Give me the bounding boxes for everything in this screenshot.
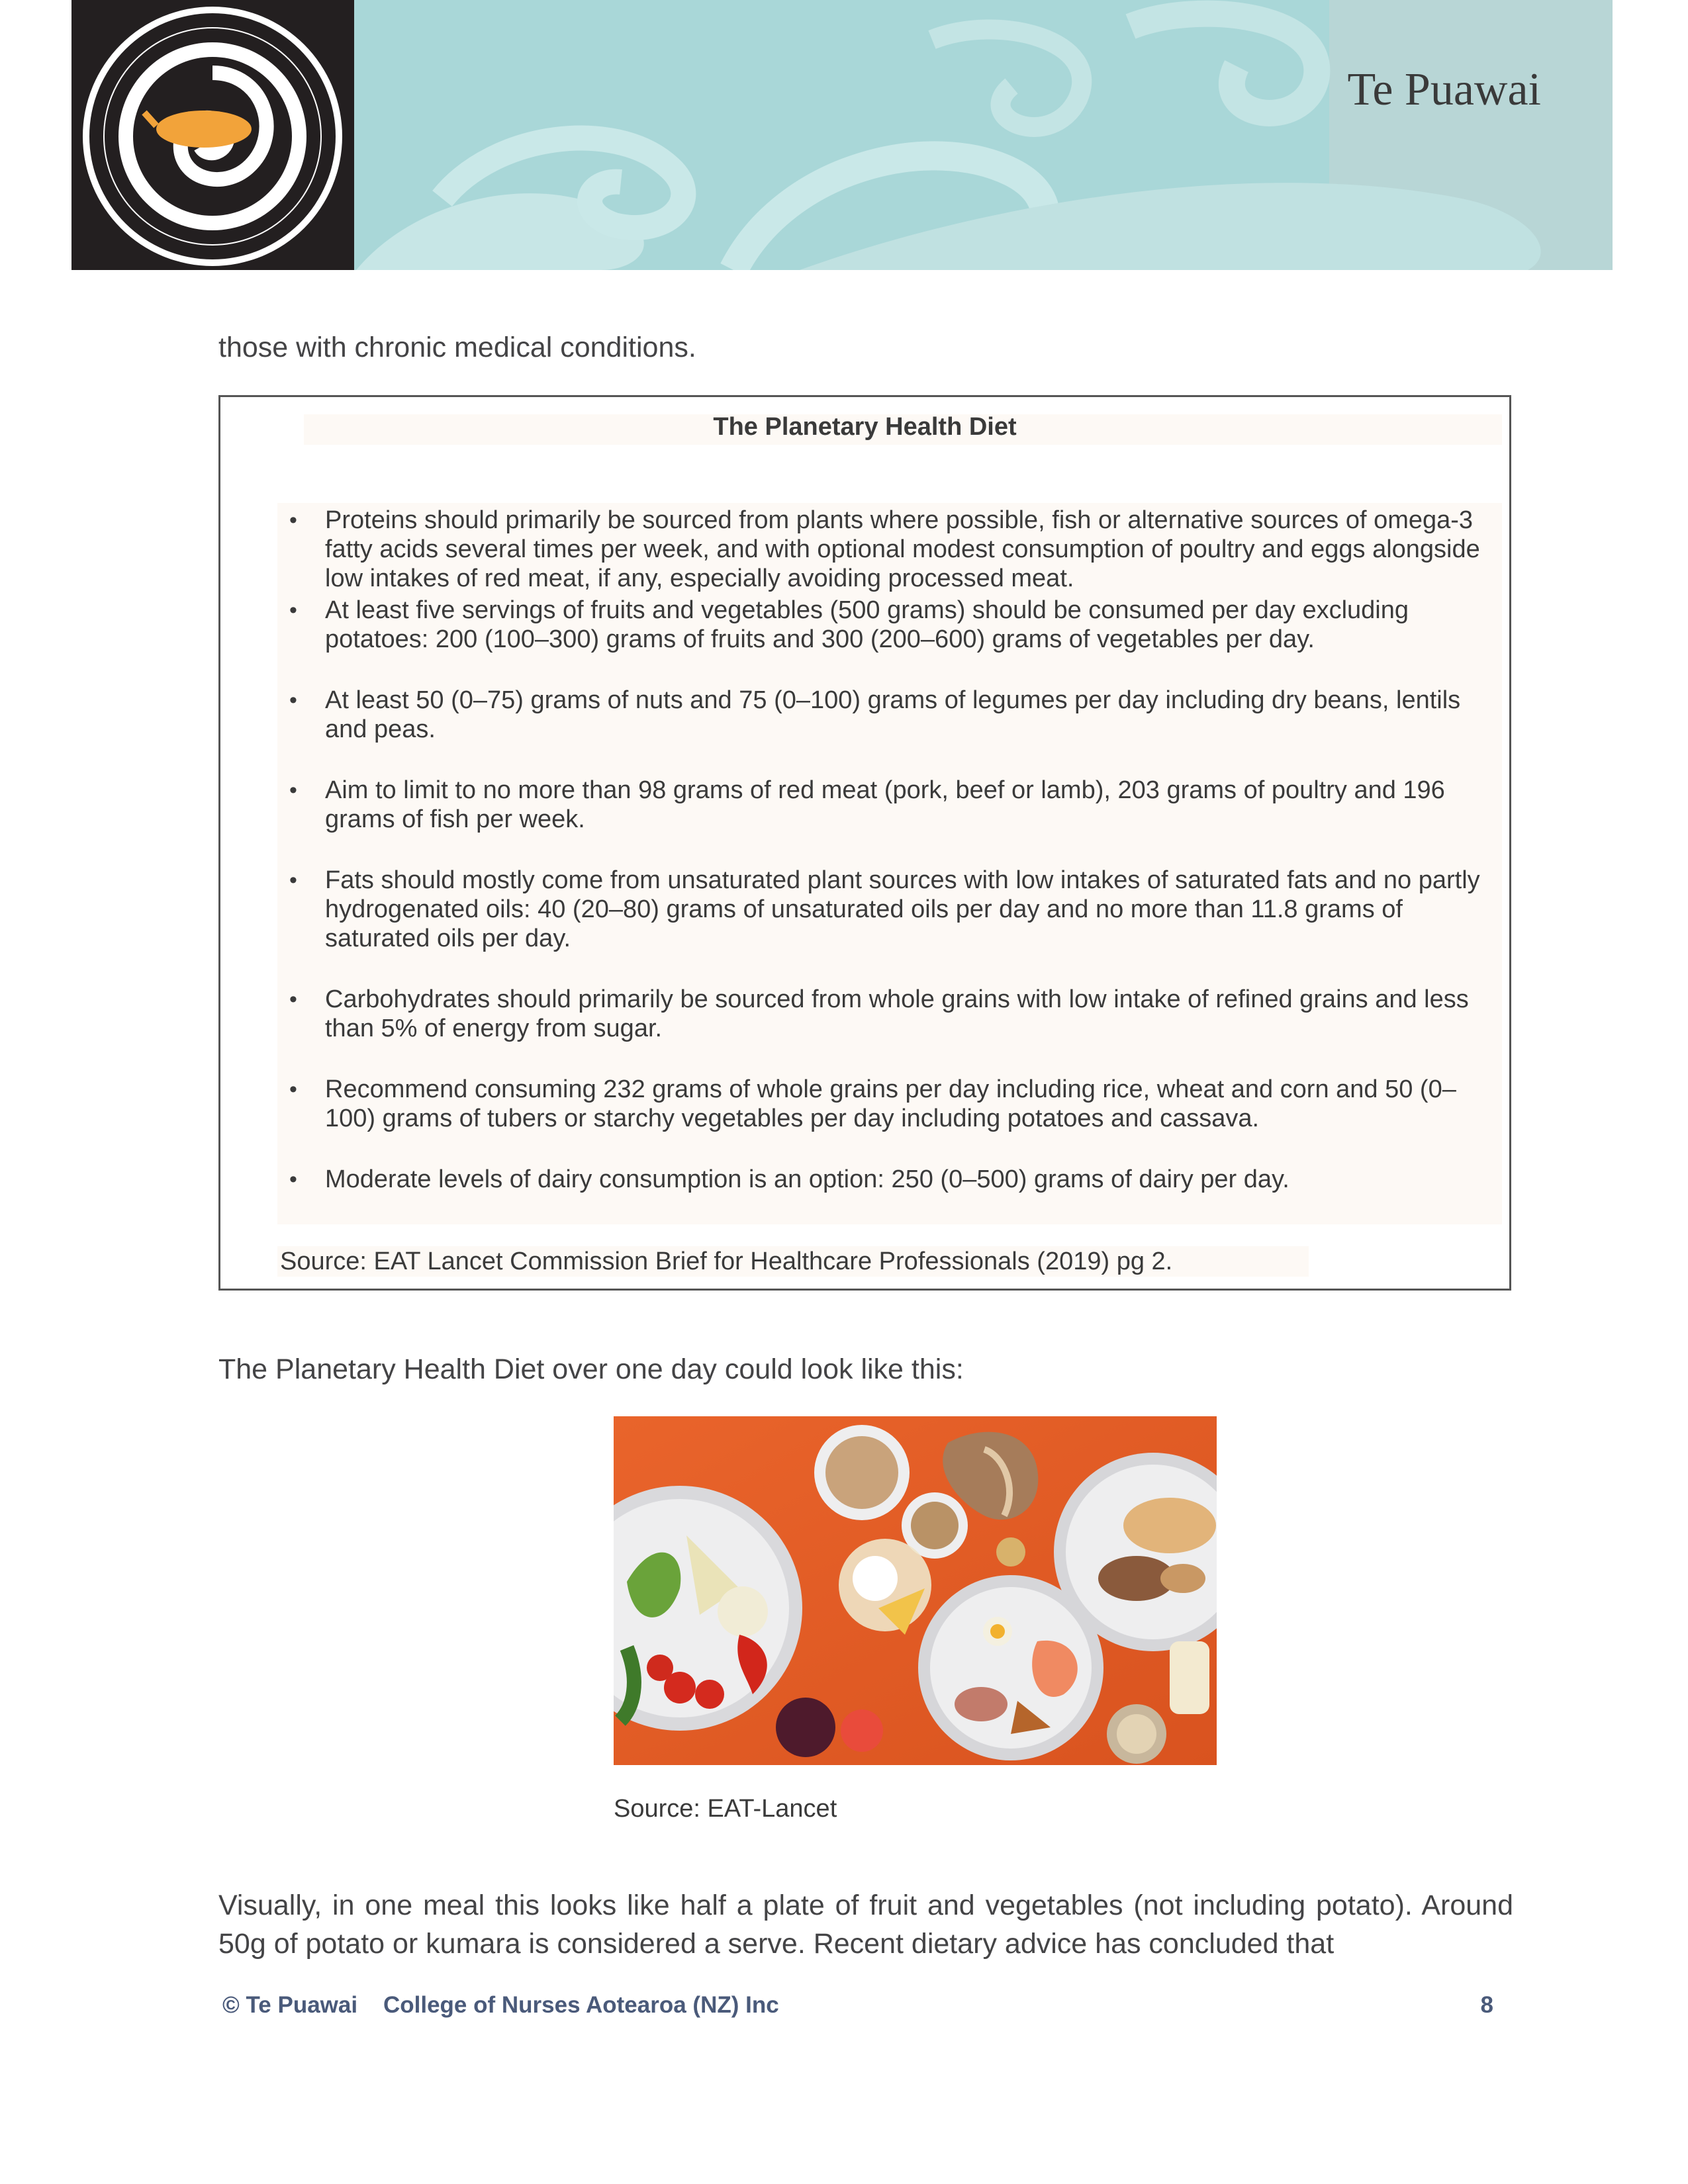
day-description-paragraph: The Planetary Health Diet over one day could look like this: [218,1353,964,1385]
closing-paragraph: Visually, in one meal this looks like half a plate of fruit and vegetables (not including potato). Around 50g of potato or kumara is considered a serve. Recent dietary advice has concluded that [218,1889,1513,1960]
college-seal-icon [71,0,354,270]
bullet-icon: • [289,1167,297,1192]
list-item: • At least 50 (0–75) grams of nuts and 75 (0–100) grams of legumes per day including dry beans, lentils and peas. [280,686,1491,776]
list-item: • Fats should mostly come from unsaturated plant sources with low intakes of saturated fats and no partly hydrogenated oils: 40 (20–80) grams of unsaturated oils per day and no more than 11.8 grams of saturated oils per day. [280,866,1491,985]
planetary-health-diet-box [218,395,1511,1291]
bullet-icon: • [289,868,297,893]
box-source-citation: Source: EAT Lancet Commission Brief for Healthcare Professionals (2019) pg 2. [280,1248,1173,1275]
header-banner [71,0,1613,270]
footer-copyright: © Te Puawai College of Nurses Aotearoa (NZ) Inc [222,1992,779,2018]
list-item: • Proteins should primarily be sourced from plants where possible, fish or alternative sources of omega-3 fatty acids several times per week, and with optional modest consumption of poultry and eggs alongside low intakes of red meat, if any, especially avoiding processed meat. [280,506,1491,596]
box-title: The Planetary Health Diet [713,413,1017,441]
bullet-icon: • [289,778,297,803]
bullet-icon: • [289,598,297,623]
diet-guideline-list [280,506,1491,1198]
list-item: • Moderate levels of dairy consumption is an option: 250 (0–500) grams of dairy per day. [280,1165,1491,1198]
college-logo [71,0,354,270]
bullet-icon: • [289,688,297,713]
photo-caption: Source: EAT-Lancet [614,1795,837,1823]
page-footer [222,1992,1493,2019]
list-item: • Carbohydrates should primarily be sourced from whole grains with low intake of refined grains and less than 5% of energy from sugar. [280,985,1491,1075]
list-item: • Recommend consuming 232 grams of whole grains per day including rice, wheat and corn and 50 (0–100) grams of tubers or starchy vegetables per day including potatoes and cassava. [280,1075,1491,1165]
list-item: • Aim to limit to no more than 98 grams of red meat (pork, beef or lamb), 203 grams of poultry and 196 grams of fish per week. [280,776,1491,866]
planetary-diet-meal-image [614,1416,1217,1765]
page-number: 8 [1480,1992,1493,2018]
intro-paragraph: those with chronic medical conditions. [218,332,696,363]
bullet-icon: • [289,508,297,533]
food-photo [614,1416,1217,1765]
bullet-icon: • [289,987,297,1012]
journal-title: Te Puawai [1347,64,1541,115]
list-item: • At least five servings of fruits and vegetables (500 grams) should be consumed per day excluding potatoes: 200 (100–300) grams of fruits and 300 (200–600) grams of vegetables per day. [280,596,1491,686]
bullet-icon: • [289,1077,297,1102]
